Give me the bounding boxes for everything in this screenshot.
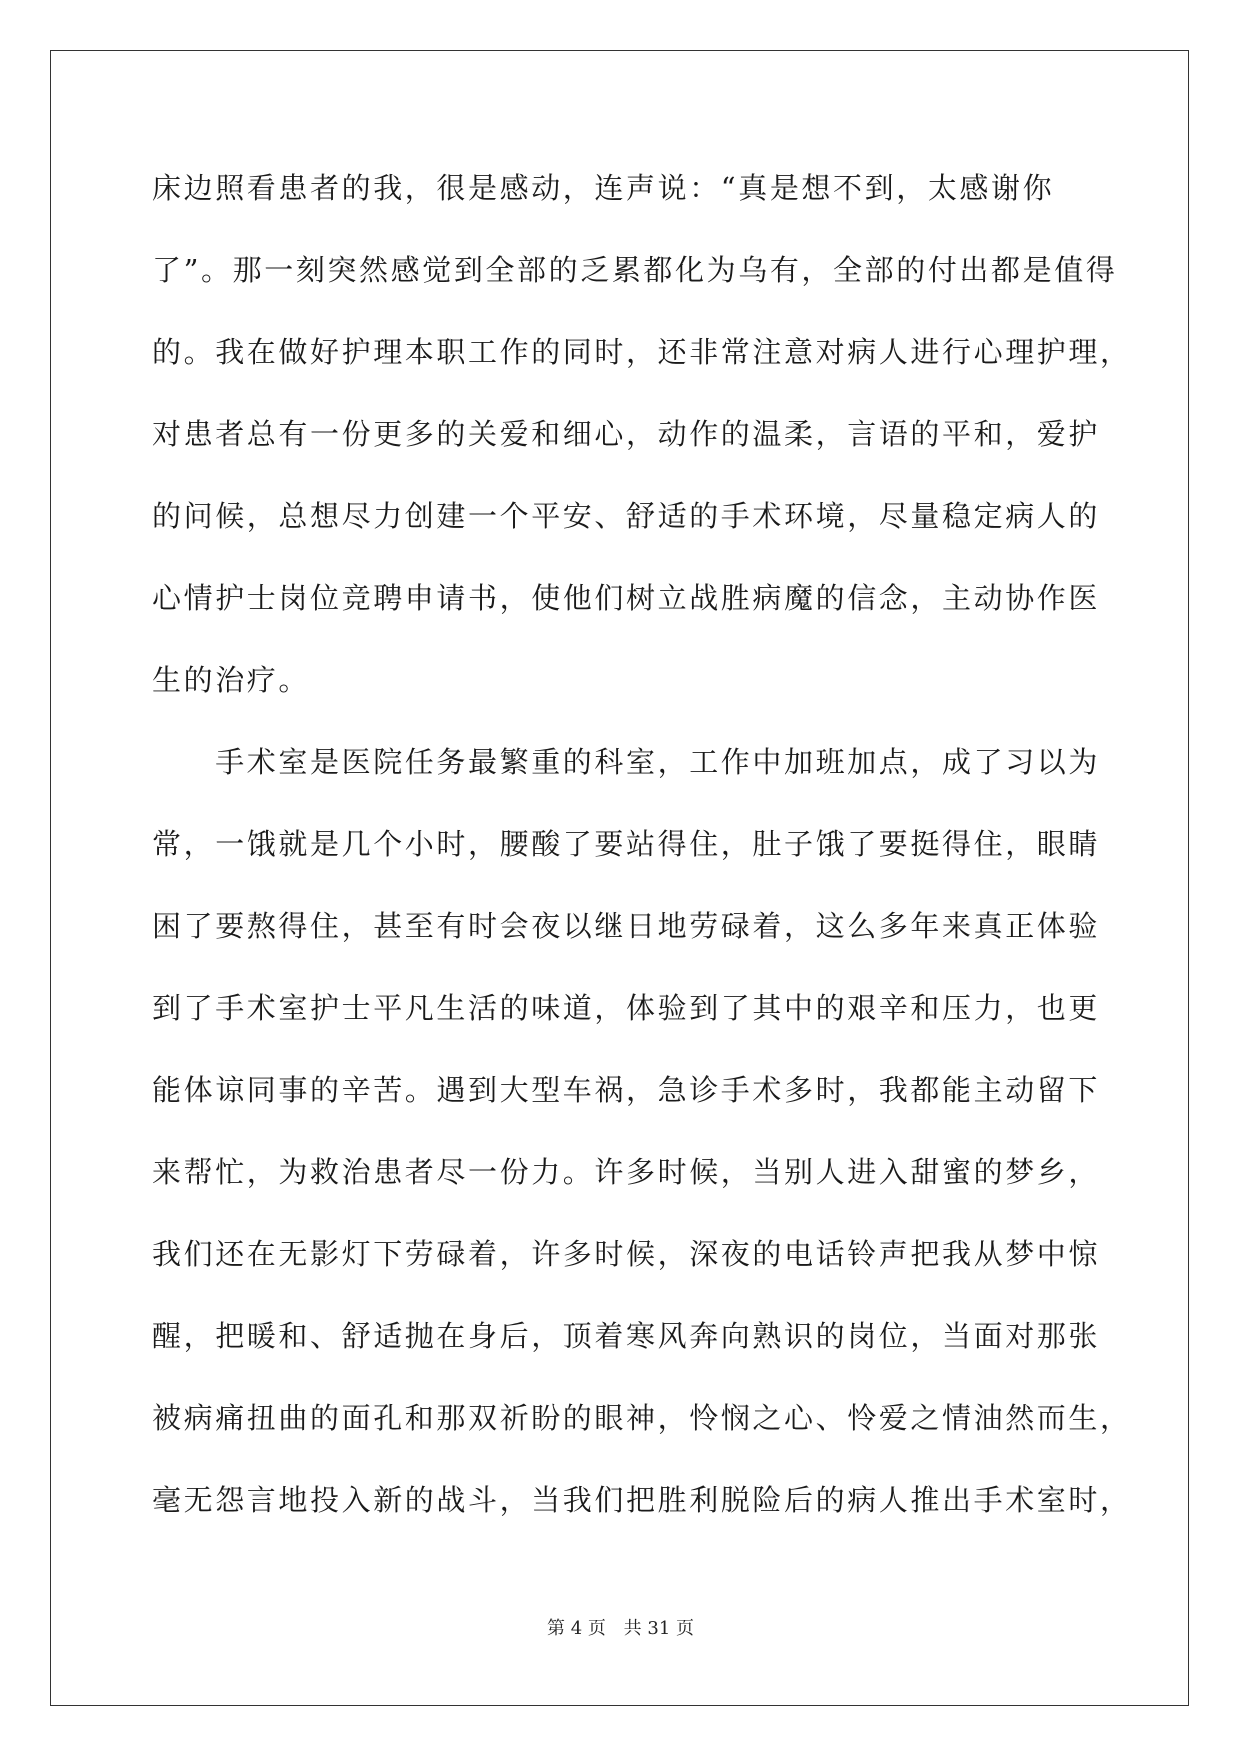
total-pages: 共 31 页 [623,1618,694,1639]
paragraph-start-line: 手术室是医院任务最繁重的科室，工作中加班加点，成了习以为 [152,745,1101,779]
text-line: 到了手术室护士平凡生活的味道，体验到了其中的艰辛和压力，也更 [152,991,1101,1025]
document-body [152,158,1132,1552]
text-line: 的。我在做好护理本职工作的同时，还非常注意对病人进行心理护理， [152,335,1132,369]
text-line: 床边照看患者的我，很是感动，连声说：“真是想不到，太感谢你 [152,171,1055,205]
text-line: 困了要熬得住，甚至有时会夜以继日地劳碌着，这么多年来真正体验 [152,909,1101,943]
text-line: 来帮忙，为救治患者尽一份力。许多时候，当别人进入甜蜜的梦乡， [152,1155,1101,1189]
page-footer [0,1614,1241,1640]
text-line: 了”。那一刻突然感觉到全部的乏累都化为乌有，全部的付出都是值得 [152,253,1118,287]
text-line: 的问候，总想尽力创建一个平安、舒适的手术环境，尽量稳定病人的 [152,499,1101,533]
text-line: 对患者总有一份更多的关爱和细心，动作的温柔，言语的平和，爱护 [152,417,1101,451]
text-line: 醒，把暖和、舒适抛在身后，顶着寒风奔向熟识的岗位，当面对那张 [152,1319,1101,1353]
text-line: 心情护士岗位竞聘申请书，使他们树立战胜病魔的信念，主动协作医 [152,581,1101,615]
text-line: 常，一饿就是几个小时，腰酸了要站得住，肚子饿了要挺得住，眼睛 [152,827,1101,861]
text-line: 能体谅同事的辛苦。遇到大型车祸，急诊手术多时，我都能主动留下 [152,1073,1101,1107]
text-line: 生的治疗。 [152,663,311,697]
page-number: 第 4 页 [547,1618,606,1639]
text-line: 被病痛扭曲的面孔和那双祈盼的眼神，怜悯之心、怜爱之情油然而生， [152,1401,1132,1435]
text-line: 我们还在无影灯下劳碌着，许多时候，深夜的电话铃声把我从梦中惊 [152,1237,1101,1271]
text-line: 毫无怨言地投入新的战斗，当我们把胜利脱险后的病人推出手术室时， [152,1483,1132,1517]
